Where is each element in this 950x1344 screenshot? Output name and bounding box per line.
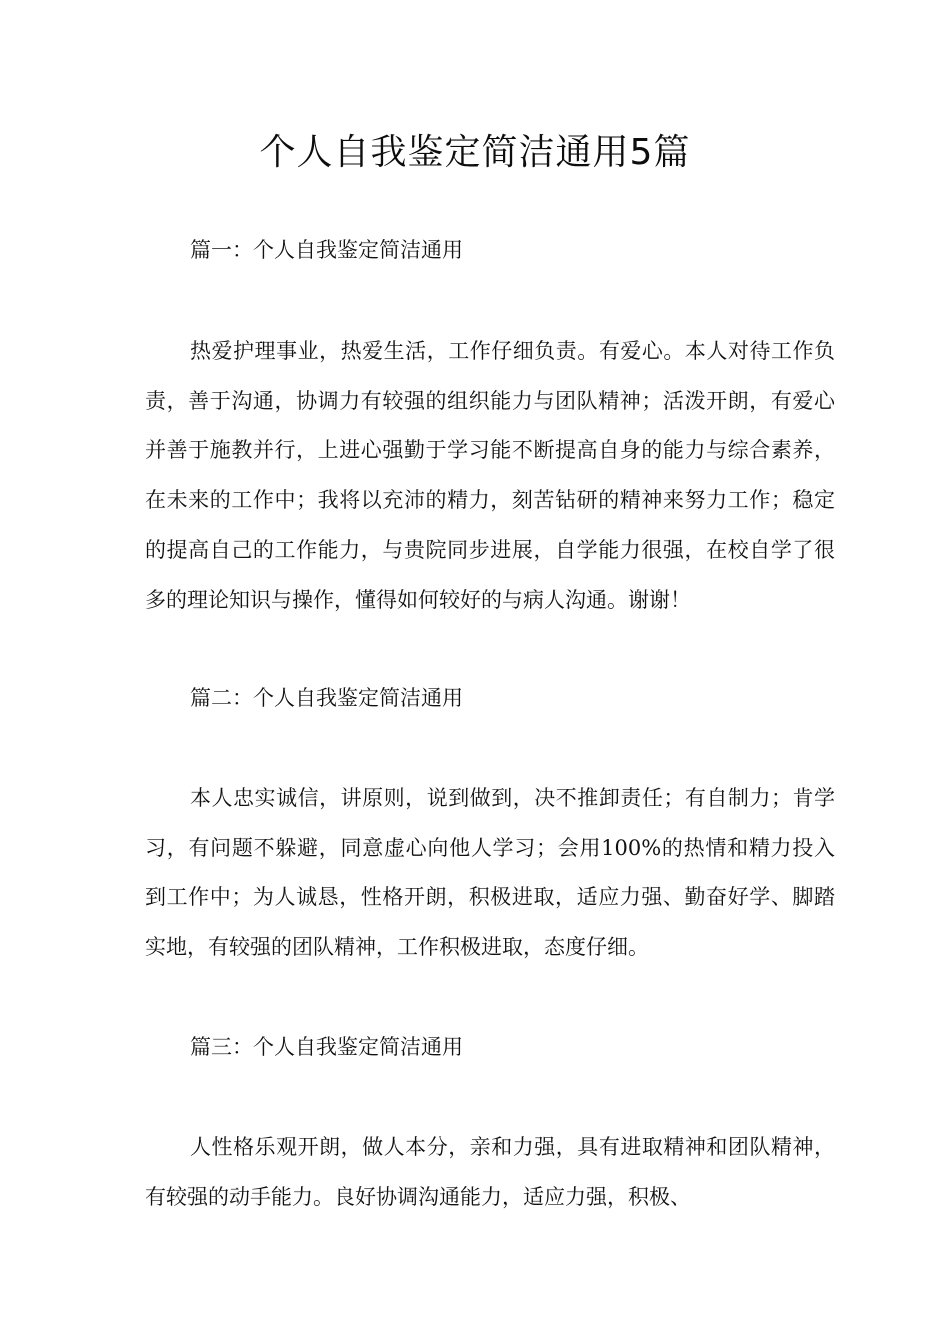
section-heading-1: 篇一：个人自我鉴定简洁通用 xyxy=(190,238,463,262)
page-title: 个人自我鉴定简洁通用5篇 xyxy=(259,132,691,173)
section-body-3: 人性格乐观开朗，做人本分，亲和力强，具有进取精神和团队精神，有较强的动手能力。良好协调沟通能力，适应力强，积极、 xyxy=(145,1135,835,1209)
section-heading-2: 篇二：个人自我鉴定简洁通用 xyxy=(190,686,463,710)
section-body-1: 热爱护理事业，热爱生活，工作仔细负责。有爱心。本人对待工作负责，善于沟通，协调力有较强的组织能力与团队精神；活泼开朗，有爱心并善于施教并行，上进心强勤于学习能不断提高自身的能力与综合素养，在未来的工作中；我将以充沛的精力，刻苦钻研的精神来努力工作；稳定的提高自己的工作能力，与贵院同步进展，自学能力很强，在校自学了很多的理论知识与操作，懂得如何较好的与病人沟通。谢谢！ xyxy=(145,339,835,612)
section-heading-3: 篇三：个人自我鉴定简洁通用 xyxy=(190,1035,463,1059)
section-body-2: 本人忠实诚信，讲原则，说到做到，决不推卸责任；有自制力；肯学习，有问题不躲避，同意虚心向他人学习；会用100%的热情和精力投入到工作中；为人诚恳，性格开朗，积极进取，适应力强、勤奋好学、脚踏实地，有较强的团队精神，工作积极进取，态度仔细。 xyxy=(145,786,835,960)
